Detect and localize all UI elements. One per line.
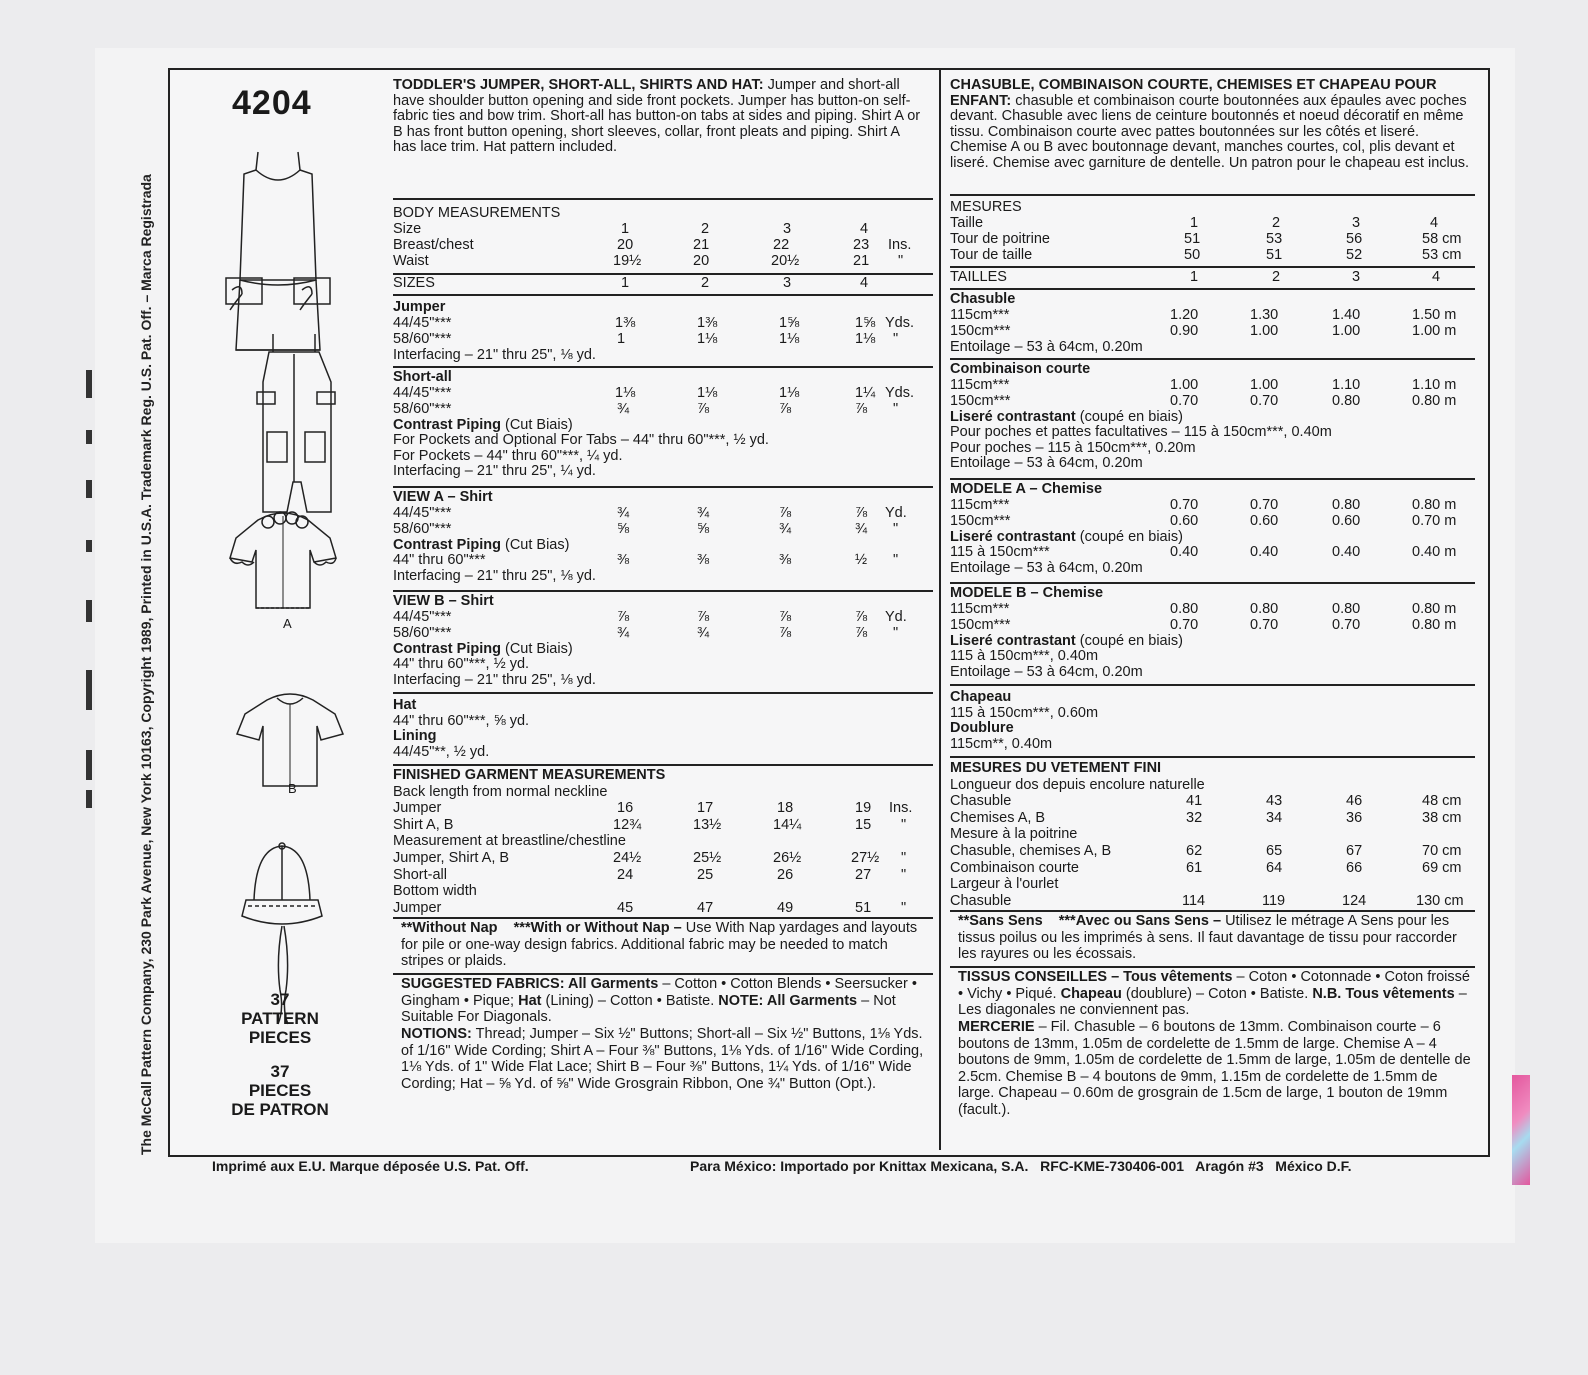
fr-sens-note: **Sans Sens ***Avec ou Sans Sens – Utilisez le métrage A Sens pour les tissus poilus ou les imprimés à sens. Il faut davantage de tissu pour raccorder les rayures ou les écossais.	[958, 913, 1457, 962]
pattern-number: 4204	[232, 84, 312, 122]
fr-mesures-title: MESURES	[950, 199, 1022, 215]
en-jumper-section: Jumper 44/45"*** 1⅜ 1⅜ 1⅝ 1⅝ Yds. 58/60"*** 1 1⅛ 1⅛ 1⅛ " Interfacing – 21" thru 25", ⅛ yd.	[393, 299, 915, 363]
en-notions: NOTIONS: Thread; Jumper – Six ½" Buttons; Short-all – Six ½" Buttons, 1⅛ Yds. of 1/16" Wide Cording; Shirt A – Four ⅜" Buttons, 1⅛ Yds. of 1/16" Wide Cording, 1⅛ Yds. of 1" Wide Flat Lace; Shirt B – Four ⅜" Buttons, 1¼ Yds. of 1/16" Wide Cording; Hat – ⅝ Yd. of ⅝" Wide Grosgrain Ribbon, One ¾" Button (Opt.).	[401, 1026, 924, 1092]
fr-tailles-row: TAILLES 1 2 3 4	[950, 269, 1441, 285]
fr-finished-measurements: MESURES DU VETEMENT FINI Longueur dos depuis encolure naturelle Chasuble 41 43 46 48 cm Chemises A, B 32 34 36 38 cm Mesure à la poitrine Chasuble, chemises A, B 62 65 67 70 cm Combinaison courte 61 64 66 69 cm Largeur à l'ourlet Chasuble 114 119 124 130 cm	[950, 760, 1464, 909]
en-description: TODDLER'S JUMPER, SHORT-ALL, SHIRTS AND HAT: Jumper and short-all have shoulder button opening and side front pockets. Jumper has button-on self-fabric ties and bow trim. Short-all has button-on tabs at sides and piping. Shirt A or B has front button opening, short sleeves, collar, front pleats and piping. Shirt A has lace trim. Hat pattern included.	[393, 77, 921, 155]
en-body-measurements-title: BODY MEASUREMENTS	[393, 205, 561, 221]
en-nap-note: **Without Nap ***With or Without Nap – Use With Nap yardages and layouts for pile or one-way design fabrics. Additional fabric may be needed to match stripes or plaids.	[401, 920, 918, 969]
en-size-row: Size 1 2 3 4	[393, 221, 869, 237]
fr-tissus-conseilles: TISSUS CONSEILLES – Tous vêtements – Coton • Cotonnade • Coton froissé • Vichy • Piqué. Chapeau (doublure) – Coton • Batiste. N.B. Tous vêtements – Les diagonales ne conviennent pas.	[958, 969, 1470, 1018]
fr-combinaison-section: Combinaison courte 115cm*** 1.00 1.00 1.10 1.10 m 150cm*** 0.70 0.70 0.80 0.80 m Liseré contrastant (coupé en biais) Pour poches et pattes facultatives – 115 à 150cm***, 0.40m Pour poches – 115 à 150cm***, 0.20m Entoilage – 53 à 64cm, 0.20m	[950, 361, 1457, 471]
fr-taille-tour-row: Tour de taille 50 51 52 53 cm	[950, 247, 1462, 263]
copyright-vertical-text: The McCall Pattern Company, 230 Park Avenue, New York 10163, Copyright 1989, Printed in U.S.A. Trademark Reg. U.S. Pat. Off. – Marca Registrada	[138, 174, 154, 1155]
footer-left: Imprimé aux E.U. Marque déposée U.S. Pat. Off.	[212, 1158, 529, 1174]
english-column	[393, 70, 933, 1150]
fr-chasuble-section: Chasuble 115cm*** 1.20 1.30 1.40 1.50 m 150cm*** 0.90 1.00 1.00 1.00 m Entoilage – 53 à 64cm, 0.20m	[950, 291, 1457, 355]
shirt-b-illustration	[225, 680, 355, 790]
en-viewb-section: VIEW B – Shirt 44/45"*** ⅞ ⅞ ⅞ ⅞ Yd. 58/60"*** ¾ ¾ ⅞ ⅞ " Contrast Piping (Cut Biais) 44" thru 60"***, ½ yd. Interfacing – 21" thru 25", ⅛ yd.	[393, 593, 907, 688]
fr-poitrine-row: Tour de poitrine 51 53 56 58 cm	[950, 231, 1462, 247]
fr-modelea-section: MODELE A – Chemise 115cm*** 0.70 0.70 0.80 0.80 m 150cm*** 0.60 0.60 0.60 0.70 m Liseré contrastant (coupé en biais) 115 à 150cm*** 0.40 0.40 0.40 0.40 m Entoilage – 53 à 64cm, 0.20m	[950, 481, 1457, 576]
fr-modeleb-section: MODELE B – Chemise 115cm*** 0.80 0.80 0.80 0.80 m 150cm*** 0.70 0.70 0.70 0.80 m Liseré contrastant (coupé en biais) 115 à 150cm***, 0.40m Entoilage – 53 à 64cm, 0.20m	[950, 585, 1457, 680]
bleed-through-marks	[78, 370, 102, 810]
fr-description: CHASUBLE, COMBINAISON COURTE, CHEMISES ET CHAPEAU POUR ENFANT: chasuble et combinaison courte boutonnées aux épaules avec poches devant. Chasuble avec liens de ceinture boutonnés et noeud décoratif en même tissu. Combinaison courte avec pattes boutonnées sur les côtés et liseré. Chemise A ou B avec boutonnage devant, manches courtes, col, plis devant et liseré. Chemise avec garniture de dentelle. Un patron pour le chapeau est inclus.	[950, 77, 1470, 171]
en-breast-row: Breast/chest 20 21 22 23 Ins.	[393, 237, 912, 253]
en-hat-section: Hat 44" thru 60"***, ⅝ yd. Lining 44/45"**, ½ yd.	[393, 697, 530, 760]
fr-taille-row: Taille 1 2 3 4	[950, 215, 1439, 231]
shirt-a-illustration	[218, 500, 348, 610]
fr-chapeau-section: Chapeau 115 à 150cm***, 0.60m Doublure 115cm**, 0.40m	[950, 689, 1099, 752]
en-sizes-row: SIZES 1 2 3 4	[393, 275, 869, 291]
en-finished-measurements: FINISHED GARMENT MEASUREMENTS Back length from normal neckline Jumper 16 17 18 19 Ins. Shirt A, B 12¾ 13½ 14¼ 15 " Measurement at breastline/chestline Jumper, Shirt A, B 24½ 25½ 26½ 27½ " Short-all 24 25 26 27 " Bottom width Jumper 45 47 49 51 "	[393, 767, 913, 916]
view-b-label: B	[288, 781, 297, 796]
pink-corner-strip	[1512, 1075, 1530, 1185]
en-shortall-section: Short-all 44/45"*** 1⅛ 1⅛ 1⅛ 1¼ Yds. 58/60"*** ¾ ⅞ ⅞ ⅞ " Contrast Piping (Cut Biais) For Pockets and Optional For Tabs – 44" thru 60"***, ½ yd. For Pockets – 44" thru 60"***, ¼ yd. Interfacing – 21" thru 25", ¼ yd.	[393, 369, 915, 479]
view-a-label: A	[283, 616, 292, 631]
column-divider	[939, 70, 941, 1150]
pattern-pieces-en: 37 PATTERN PIECES	[241, 990, 319, 1047]
en-suggested-fabrics: SUGGESTED FABRICS: All Garments – Cotton • Cotton Blends • Seersucker • Gingham • Pique; Hat (Lining) – Cotton • Batiste. NOTE: All Garments – Not Suitable For Diagonals.	[401, 976, 917, 1025]
footer-right: Para México: Importado por Knittax Mexicana, S.A. RFC-KME-730406-001 Aragón #3 México D.F.	[690, 1158, 1352, 1174]
fr-mercerie: MERCERIE – Fil. Chasuble – 6 boutons de 13mm. Combinaison courte – 6 boutons de 13mm, 1.05m de cordelette de 1.5mm de large. Chemise A – 4 boutons de 9mm, 1.05m de cordelette de 1.5mm de large, 1.05m de dentelle de 2.5cm. Chemise B – 4 boutons de 9mm, 1.15m de cordelette de 1.5mm de large. Chapeau – 0.60m de grosgrain de 1.5cm de large, 1 bouton de 19mm (facult.).	[958, 1019, 1471, 1118]
en-waist-row: Waist 19½ 20 20½ 21 "	[393, 253, 904, 269]
illustration-column	[170, 70, 382, 1150]
jumper-front-illustration	[218, 150, 338, 360]
french-column	[950, 70, 1475, 1150]
pattern-pieces-fr: 37 PIECES DE PATRON	[231, 1062, 329, 1119]
en-viewa-section: VIEW A – Shirt 44/45"*** ¾ ¾ ⅞ ⅞ Yd. 58/60"*** ⅝ ⅝ ¾ ¾ " Contrast Piping (Cut Bias) 44" thru 60"*** ⅜ ⅜ ⅜ ½ " Interfacing – 21" thru 25", ⅛ yd.	[393, 489, 907, 584]
